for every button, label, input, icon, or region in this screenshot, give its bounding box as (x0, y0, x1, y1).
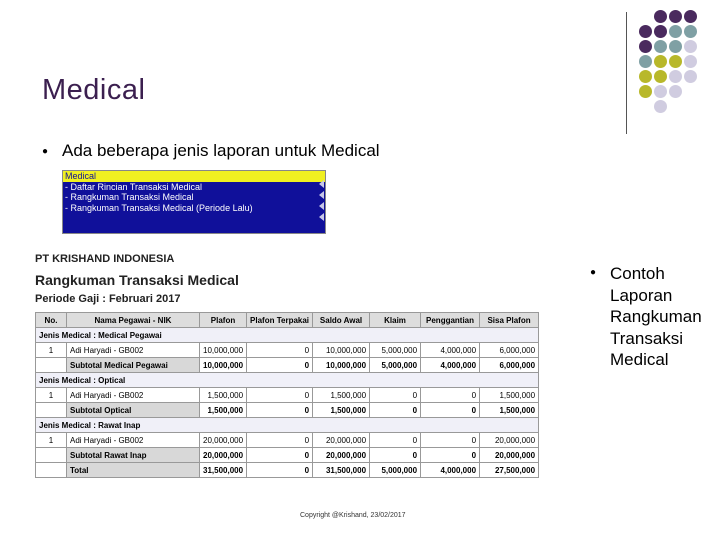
bullet-icon: ● (42, 146, 49, 157)
decor-dot (684, 55, 697, 68)
table-cell: 1,500,000 (200, 403, 247, 418)
table-cell: 6,000,000 (480, 358, 539, 373)
table-cell: Subtotal Optical (67, 403, 200, 418)
decor-dot (654, 100, 667, 113)
table-cell: Adi Haryadi - GB002 (67, 433, 200, 448)
decor-dot (684, 25, 697, 38)
subtotal-row (36, 448, 539, 463)
table-cell: 0 (370, 448, 421, 463)
table-cell: 10,000,000 (200, 343, 247, 358)
decor-dot (669, 55, 682, 68)
arrow-left-icon (319, 180, 324, 188)
table-cell: 0 (247, 463, 313, 478)
table-cell (36, 403, 67, 418)
table-cell: 4,000,000 (421, 343, 480, 358)
group-name: Jenis Medical : Medical Pegawai (36, 328, 539, 343)
table-row (36, 433, 539, 448)
table-cell: 0 (370, 388, 421, 403)
col-header: No. (36, 313, 67, 328)
menu-item-rangkuman-lalu[interactable]: - Rangkuman Transaksi Medical (Periode Lalu) (65, 202, 253, 213)
table-cell: 0 (247, 448, 313, 463)
table-cell: 20,000,000 (313, 433, 370, 448)
table-cell: 31,500,000 (200, 463, 247, 478)
table-cell (36, 358, 67, 373)
table-row (36, 343, 539, 358)
table-cell: 1 (36, 433, 67, 448)
table-cell: 0 (421, 433, 480, 448)
decor-dot (639, 55, 652, 68)
table-header-row (36, 313, 539, 328)
side-caption-line: Contoh (610, 264, 665, 283)
table-cell: 20,000,000 (313, 448, 370, 463)
table-cell: 20,000,000 (480, 448, 539, 463)
table-cell (36, 463, 67, 478)
col-header: Nama Pegawai - NIK (67, 313, 200, 328)
table-cell: 0 (421, 448, 480, 463)
decor-dot (654, 70, 667, 83)
bullet-icon: ● (590, 267, 597, 278)
table-cell: 10,000,000 (313, 343, 370, 358)
report-table (35, 312, 539, 478)
table-cell: Subtotal Rawat Inap (67, 448, 200, 463)
decor-dot (669, 85, 682, 98)
group-name: Jenis Medical : Optical (36, 373, 539, 388)
side-caption-line: Transaksi (610, 328, 684, 348)
decor-dot (654, 25, 667, 38)
table-cell: 1,500,000 (480, 388, 539, 403)
report-title: Rangkuman Transaksi Medical (35, 272, 239, 288)
table-cell: 0 (247, 358, 313, 373)
table-cell: Total (67, 463, 200, 478)
decor-dot (669, 25, 682, 38)
table-cell: 0 (247, 388, 313, 403)
table-cell: 1,500,000 (480, 403, 539, 418)
decor-dot (639, 25, 652, 38)
table-cell: 1 (36, 388, 67, 403)
decor-vertical-line (626, 12, 627, 134)
table-cell: 1,500,000 (200, 388, 247, 403)
copyright-text: Copyright @Krishand, 23/02/2017 (300, 512, 406, 519)
medical-menu (62, 170, 326, 234)
side-caption (610, 263, 702, 371)
col-header: Saldo Awal (313, 313, 370, 328)
group-header-row (36, 373, 539, 388)
table-cell: 5,000,000 (370, 463, 421, 478)
decor-dot (654, 10, 667, 23)
table-cell: 5,000,000 (370, 358, 421, 373)
table-cell: 27,500,000 (480, 463, 539, 478)
table-cell: Subtotal Medical Pegawai (67, 358, 200, 373)
decor-dot (669, 40, 682, 53)
subtotal-row (36, 358, 539, 373)
table-cell: Adi Haryadi - GB002 (67, 343, 200, 358)
group-header-row (36, 418, 539, 433)
col-header: Plafon Terpakai (247, 313, 313, 328)
table-cell: 20,000,000 (480, 433, 539, 448)
table-cell: 1 (36, 343, 67, 358)
side-caption-line: Rangkuman (610, 307, 702, 326)
col-header: Plafon (200, 313, 247, 328)
arrow-left-icon (319, 213, 324, 221)
decor-dot (639, 70, 652, 83)
report-company: PT KRISHAND INDONESIA (35, 253, 175, 265)
decor-dot (669, 10, 682, 23)
table-cell: 0 (247, 433, 313, 448)
total-row (36, 463, 539, 478)
decor-dot (669, 70, 682, 83)
col-header: Klaim (370, 313, 421, 328)
table-cell: 4,000,000 (421, 463, 480, 478)
table-cell: 0 (421, 403, 480, 418)
menu-item-medical[interactable]: Medical (63, 171, 325, 182)
bullet-main-text: Ada beberapa jenis laporan untuk Medical (62, 141, 380, 160)
arrow-left-icon (319, 191, 324, 199)
table-cell: 6,000,000 (480, 343, 539, 358)
table-cell: 0 (370, 403, 421, 418)
side-caption-line: Medical (610, 350, 669, 369)
menu-item-daftar-rincian[interactable]: - Daftar Rincian Transaksi Medical (65, 181, 203, 192)
report-period: Periode Gaji : Februari 2017 (35, 293, 181, 305)
group-header-row (36, 328, 539, 343)
table-cell: 20,000,000 (200, 448, 247, 463)
table-cell: 5,000,000 (370, 343, 421, 358)
group-name: Jenis Medical : Rawat Inap (36, 418, 539, 433)
table-cell: 0 (247, 343, 313, 358)
slide-title: Medical (42, 74, 146, 106)
decor-dot (654, 55, 667, 68)
table-cell: 10,000,000 (200, 358, 247, 373)
subtotal-row (36, 403, 539, 418)
table-cell: 1,500,000 (313, 403, 370, 418)
table-row (36, 388, 539, 403)
table-cell: 10,000,000 (313, 358, 370, 373)
table-cell: 0 (247, 403, 313, 418)
decor-dot (654, 40, 667, 53)
decor-dot (684, 40, 697, 53)
col-header: Penggantian (421, 313, 480, 328)
col-header: Sisa Plafon (480, 313, 539, 328)
table-cell: 31,500,000 (313, 463, 370, 478)
menu-item-rangkuman[interactable]: - Rangkuman Transaksi Medical (65, 192, 194, 202)
table-cell: 20,000,000 (200, 433, 247, 448)
table-cell: 4,000,000 (421, 358, 480, 373)
decor-dot (639, 85, 652, 98)
table-cell: 0 (370, 433, 421, 448)
table-cell: 1,500,000 (313, 388, 370, 403)
arrow-left-icon (319, 202, 324, 210)
decor-dot (684, 10, 697, 23)
table-cell (36, 448, 67, 463)
table-cell: Adi Haryadi - GB002 (67, 388, 200, 403)
decor-dot (654, 85, 667, 98)
side-caption-line: Laporan (610, 285, 673, 305)
decor-dot (684, 70, 697, 83)
table-cell: 0 (421, 388, 480, 403)
decor-dot (639, 40, 652, 53)
